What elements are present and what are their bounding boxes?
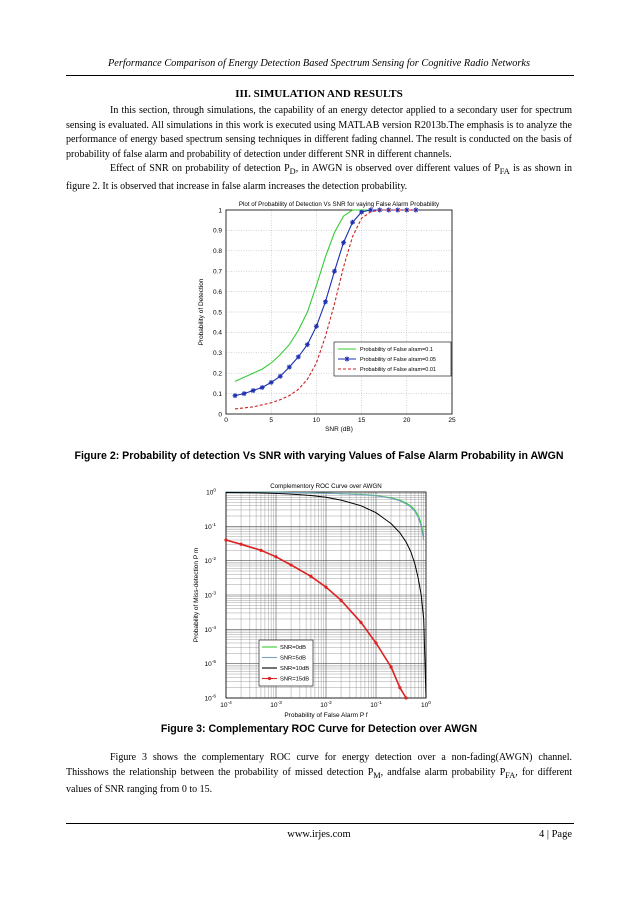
- data-point: [287, 365, 292, 370]
- y-tick-label: [205, 556, 217, 565]
- data-point: [259, 549, 262, 552]
- legend-marker: [268, 677, 271, 680]
- data-point: [359, 621, 362, 624]
- x-tick-label: [220, 700, 232, 709]
- figure3-chart: [186, 478, 452, 724]
- paragraph-snr-effect: [66, 162, 572, 194]
- running-header: Performance Comparison of Energy Detection Based Spectrum Sensing for Cognitive Radio Networks: [107, 58, 531, 69]
- data-point: [332, 269, 337, 274]
- tick-exponent: -3: [277, 701, 282, 706]
- y-tick-label: 0.7: [212, 268, 222, 276]
- x-tick-label: 10: [312, 417, 321, 424]
- header-rule: [66, 75, 574, 76]
- paragraph-roc: [66, 751, 572, 798]
- data-point: [274, 555, 277, 558]
- tick-exponent: -2: [211, 557, 216, 563]
- legend-label: Probability of False alram=0.1: [360, 347, 433, 353]
- tick-exponent: -4: [211, 625, 216, 631]
- footer-rule: [66, 823, 574, 824]
- text-run: , in AWGN is observed over different values of P: [295, 163, 500, 174]
- y-tick-label: 1: [218, 207, 222, 215]
- subscript: M: [373, 770, 381, 780]
- x-tick-label: 25: [448, 417, 456, 424]
- x-tick-label: [421, 700, 431, 709]
- y-tick-label: 0.6: [212, 288, 222, 296]
- tick-base: 10: [204, 626, 212, 634]
- legend-label: SNR=10dB: [280, 666, 310, 672]
- text-run: , for different values of SNR ranging from 0 to 15.: [66, 766, 572, 795]
- data-point: [251, 388, 256, 393]
- data-point: [309, 575, 312, 578]
- y-tick-label: 0.3: [212, 350, 222, 358]
- y-tick-label: 0.8: [212, 248, 222, 256]
- data-point: [374, 641, 377, 644]
- chart-title: Complementory ROC Curve over AWGN: [270, 483, 382, 490]
- tick-base: 10: [206, 489, 214, 497]
- data-point: [341, 240, 346, 245]
- subscript: FA: [505, 770, 516, 780]
- y-axis-label: Probability of Miss-detection P m: [193, 547, 200, 643]
- tick-base: 10: [421, 702, 429, 709]
- legend-label: SNR=5dB: [280, 655, 306, 662]
- data-point: [296, 354, 301, 359]
- y-tick-label: [205, 522, 217, 531]
- data-point: [359, 210, 364, 215]
- data-point: [242, 391, 247, 396]
- x-axis-label: Probability of False Alarm P f: [284, 712, 368, 719]
- section-heading: III. SIMULATION AND RESULTS: [235, 88, 403, 100]
- x-tick-label: 0: [224, 417, 228, 424]
- data-point: [389, 665, 392, 668]
- footer-page-number: 4 | Page: [538, 829, 572, 840]
- tick-base: 10: [204, 661, 212, 669]
- tick-base: 10: [270, 702, 278, 709]
- data-point: [305, 342, 310, 347]
- y-tick-label: 0.1: [212, 390, 222, 398]
- y-tick-label: [205, 694, 217, 703]
- tick-base: 10: [370, 702, 378, 709]
- legend-label: Probability of False alram=0.05: [360, 357, 436, 363]
- y-tick-label: 0: [218, 411, 222, 419]
- tick-exponent: -6: [211, 694, 216, 700]
- tick-base: 10: [204, 558, 212, 566]
- y-tick-label: [205, 659, 217, 668]
- tick-exponent: -3: [211, 591, 216, 597]
- y-tick-label: [205, 591, 217, 600]
- data-point: [398, 686, 401, 689]
- x-tick-label: 5: [269, 417, 274, 424]
- tick-base: 10: [204, 592, 212, 600]
- y-tick-label: 0.5: [212, 309, 222, 317]
- subscript: D: [289, 167, 296, 176]
- text-run: , andfalse alarm probability P: [380, 766, 506, 778]
- legend-label: Probability of False alram=0.01: [360, 367, 436, 373]
- legend-label: SNR=15dB: [280, 676, 310, 683]
- figure3-caption: Figure 3: Complementary ROC Curve for Detection over AWGN: [160, 723, 478, 735]
- data-point: [405, 696, 408, 699]
- data-point: [314, 324, 319, 329]
- tick-exponent: 0: [213, 488, 216, 494]
- data-point: [269, 380, 274, 385]
- data-point: [224, 538, 227, 541]
- x-tick-label: [320, 700, 332, 709]
- x-axis-label: SNR (dB): [325, 426, 353, 433]
- subscript: FA: [499, 167, 510, 176]
- y-tick-label: 0.4: [212, 329, 222, 337]
- text-run: Figure 3 shows the complementary ROC curve for energy detection over a non-fading(AWGN) channel. Thisshows the relationship between the probability of missed detection P: [66, 752, 572, 778]
- footer-url: www.irjes.com: [287, 829, 351, 840]
- y-tick-label: [206, 488, 216, 497]
- data-point: [339, 599, 342, 602]
- chart-title: Plot of Probability of Detection Vs SNR for vaying False Alarm Probability: [238, 201, 440, 208]
- tick-exponent: -2: [327, 701, 332, 706]
- data-point: [278, 374, 283, 379]
- data-point: [239, 543, 242, 546]
- tick-base: 10: [204, 523, 212, 531]
- x-tick-label: 15: [357, 417, 366, 424]
- tick-base: 10: [220, 702, 228, 709]
- data-point: [260, 385, 265, 390]
- y-tick-label: [205, 625, 217, 634]
- tick-base: 10: [204, 695, 212, 703]
- tick-exponent: -1: [377, 701, 382, 706]
- x-tick-label: 20: [403, 417, 411, 424]
- tick-base: 10: [320, 702, 328, 709]
- legend-marker: [345, 357, 350, 362]
- tick-exponent: -4: [227, 701, 232, 706]
- data-point: [233, 393, 238, 398]
- data-point: [350, 220, 355, 225]
- data-point: [289, 563, 292, 566]
- tick-exponent: -1: [211, 522, 216, 528]
- tick-exponent: -5: [211, 660, 216, 666]
- text-run: is as shown in figure 2. It is observed that increase in false alarm increases the detection probability.: [66, 163, 572, 192]
- x-tick-label: [270, 700, 282, 709]
- legend-label: SNR=0dB: [280, 645, 306, 651]
- y-axis-label: Probability of Detection: [198, 278, 205, 346]
- x-tick-label: [370, 700, 382, 709]
- figure2-chart: [190, 196, 460, 442]
- data-point: [323, 299, 328, 304]
- tick-exponent: 0: [428, 701, 431, 706]
- y-tick-label: 0.9: [212, 227, 222, 235]
- text-run: Effect of SNR on probability of detection P: [110, 163, 290, 174]
- paragraph-intro: In this section, through simulations, the capability of an energy detector applied to a secondary user for spectrum sensing is evaluated. All simulations in this work is executed using MATLAB version R2013b.The emphasis is to analyze the performance of energy based spectrum sensing techniques in different fading channel. The result is conducted on the basis of probability of false alarm and probability of detection under different SNR in different channels.: [66, 105, 572, 160]
- y-tick-label: 0.2: [212, 370, 222, 378]
- data-point: [324, 585, 327, 588]
- figure2-caption: Figure 2: Probability of detection Vs SNR with varying Values of False Alarm Probability in AWGN: [74, 450, 564, 462]
